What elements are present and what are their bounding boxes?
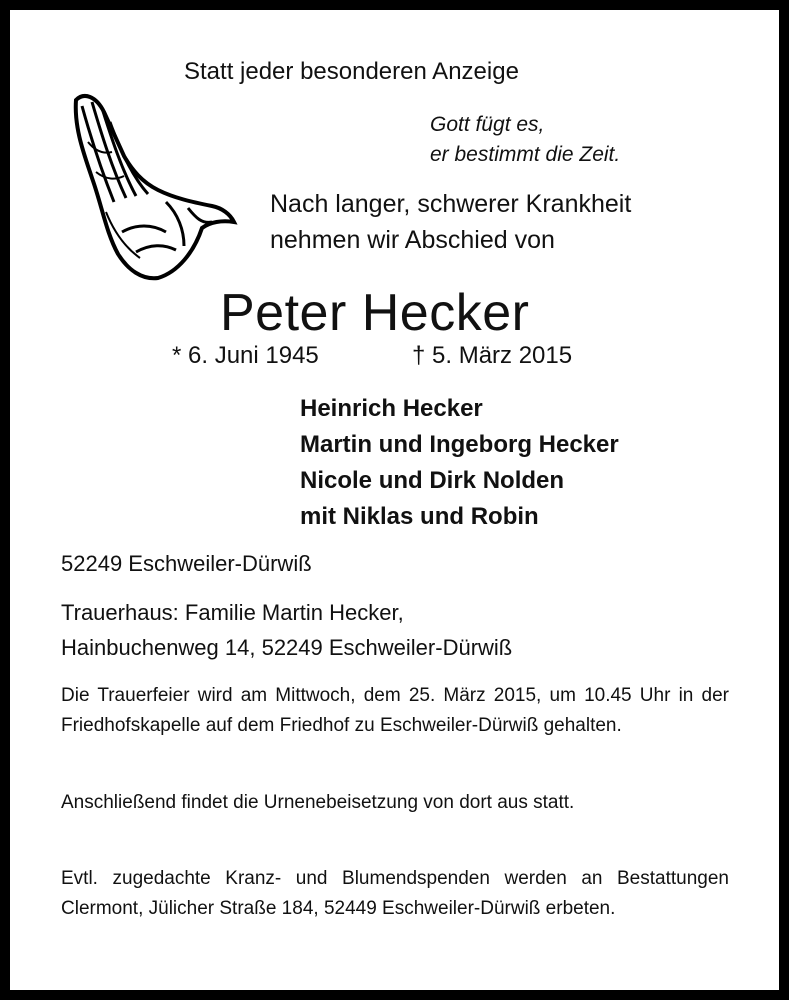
intro-line: Nach langer, schwerer Krankheit	[270, 190, 632, 218]
deceased-name: Peter Hecker	[220, 284, 530, 342]
mourning-house-line: Hainbuchenweg 14, 52249 Eschweiler-Dürwiß	[61, 635, 513, 660]
urn-burial-paragraph: Anschließend findet die Urnenebeisetzung von dort aus statt.	[61, 792, 575, 813]
quote-line: Gott fügt es,	[430, 113, 545, 136]
place-line: 52249 Eschweiler-Dürwiß	[61, 551, 312, 576]
birth-date: * 6. Juni 1945	[172, 342, 319, 369]
donations-paragraph: Evtl. zugedachte Kranz- und Blumendspenden werden an Bestattungen Clermont, Jülicher Straße 184, 52449 Eschweiler-Dürwiß erbeten.	[61, 868, 729, 919]
mourner-line: Heinrich Hecker	[300, 395, 483, 422]
mourners-list	[300, 391, 619, 535]
mourner-line: Martin und Ingeborg Hecker	[300, 431, 619, 458]
quote-line: er bestimmt die Zeit.	[430, 143, 621, 166]
mourner-line: mit Niklas und Robin	[300, 503, 539, 530]
mourner-line: Nicole und Dirk Nolden	[300, 467, 565, 494]
mourning-house-line: Trauerhaus: Familie Martin Hecker,	[61, 600, 404, 625]
obituary-card	[10, 10, 779, 990]
intro-block	[270, 186, 631, 258]
praying-hands-icon	[62, 82, 242, 282]
death-date: † 5. März 2015	[412, 342, 573, 369]
quote-block	[430, 110, 620, 170]
intro-line: nehmen wir Abschied von	[270, 226, 555, 254]
mourning-house	[61, 595, 512, 665]
funeral-paragraph: Die Trauerfeier wird am Mittwoch, dem 25. März 2015, um 10.45 Uhr in der Friedhofskapelle auf dem Friedhof zu Eschweiler-Dürwiß gehalten.	[61, 685, 729, 736]
header-text: Statt jeder besonderen Anzeige	[184, 58, 519, 85]
